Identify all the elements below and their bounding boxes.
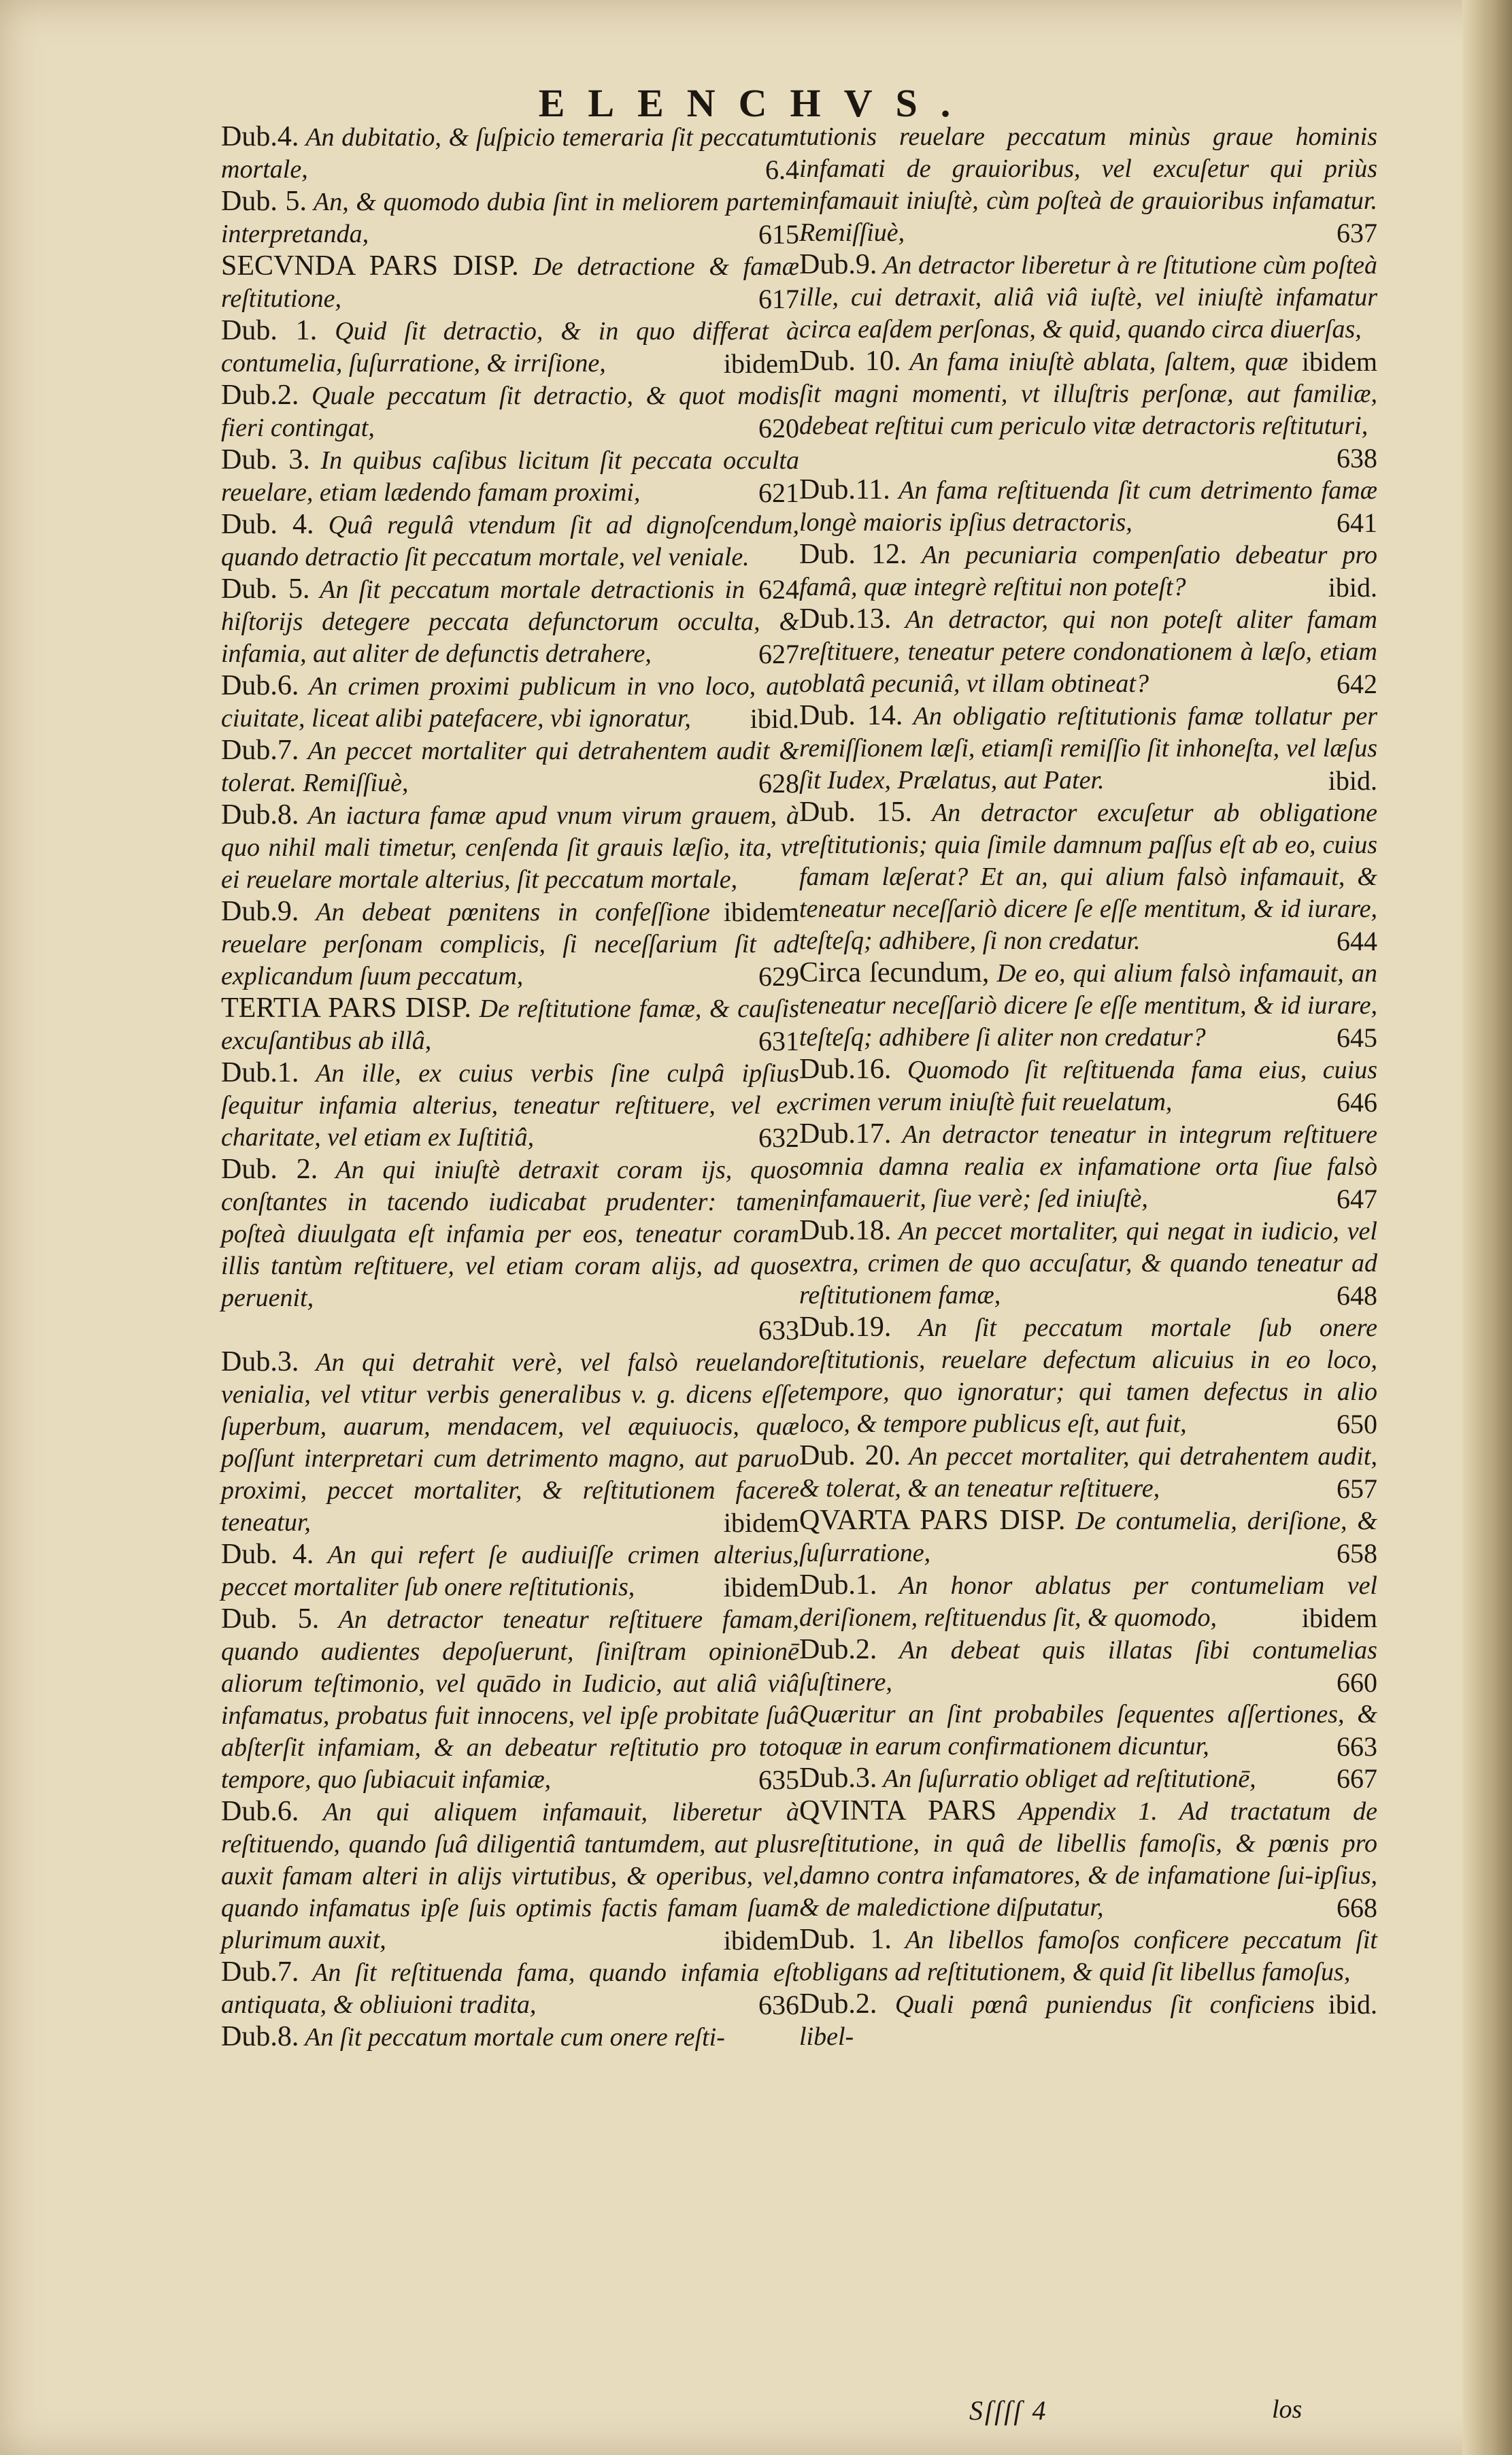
page-number: 621 [758, 478, 799, 508]
index-entry [221, 992, 799, 1057]
entry-label: Dub.3. [221, 1346, 299, 1377]
entry-label: Dub. 14. [799, 700, 903, 731]
running-header: ELENCHVS. [538, 81, 974, 125]
page-number: 629 [758, 961, 799, 992]
entry-label: Dub. 10. [799, 346, 901, 377]
entry-text: An libellos famoſos conficere peccatum ſit obligans ad reſtitutionem, & quid ſit libellus famoſus, [799, 1926, 1377, 1986]
page-number: 663 [1337, 1731, 1377, 1762]
index-entry [799, 603, 1377, 700]
page-number: ibidem [723, 1507, 799, 1538]
page-number: 6.4 [765, 154, 799, 185]
page-number: 647 [1337, 1184, 1377, 1214]
index-entry [799, 1569, 1377, 1634]
entry-text: An debeat quis illatas ſibi contumelias ſuſtinere, [799, 1636, 1377, 1697]
index-entry [221, 1539, 799, 1603]
page-number: 627 [758, 639, 799, 669]
index-entry [221, 250, 799, 315]
index-entry [799, 700, 1377, 797]
entry-text: An debeat pœnitens in confeſſione reuelare perſonam complicis, ſi neceſſarium ſit ad explicandum ſuum peccatum, [221, 898, 799, 990]
index-entry [221, 896, 799, 992]
entry-label: Dub. 4. [221, 509, 314, 540]
index-entry [799, 1054, 1377, 1118]
entry-label: QVINTA PARS [799, 1795, 997, 1826]
entry-text: An detractor, qui non poteſt aliter famam reſtituere, teneatur petere condonationem à læſo, etiam oblatâ pecuniâ, vt illam obtineat? [799, 605, 1377, 698]
entry-label: Circa ſecundum, [799, 957, 990, 988]
entry-label: Dub.1. [799, 1569, 877, 1601]
page-number: 635 [758, 1765, 799, 1795]
entry-label: Dub. 1. [221, 315, 318, 346]
page-number: 645 [1337, 1022, 1377, 1053]
entry-label: Dub.6. [221, 1796, 299, 1827]
page-number: ibidem [723, 348, 799, 379]
entry-text: An detractor teneatur reſtituere famam, quando audientes depoſuerunt, ſiniſtram opinionē aliorum teſtimonio, vel quādo in Iudicio, aut aliâ viâ infamatus, probatus fuit innocens, vel ipſe probitate ſuâ abſterſit infamiam, & an debeatur reſtitutio pro toto tempore, quo ſubiacuit infamiæ, [221, 1605, 799, 1794]
entry-text: An qui detrahit verè, vel falsò reuelando venialia, vel vtitur verbis generalibus v. g. dicens eſſe ſuperbum, auarum, mendacem, vel æquiuocis, quæ poſſunt interpretari cum detrimento magno, aut paruo proximi, peccet mortaliter, & reſtitutionem facere teneatur, [221, 1348, 799, 1537]
entry-label: Dub.7. [221, 735, 299, 766]
index-entry [221, 186, 799, 250]
entry-text: An qui aliquem infamauit, liberetur à reſtituendo, quando ſuâ diligentiâ tantumdem, aut plus auxit famam alteri in alijs virtutibus, & operibus, vel, quando infamatus ipſe ſuis optimis factis famam ſuam plurimum auxit, [221, 1798, 799, 1954]
page-number: 642 [1337, 669, 1377, 699]
page-number: ibid. [750, 703, 799, 734]
entry-text: An peccet mortaliter, qui detrahentem audit, & tolerat, & an teneatur reſtituere, [799, 1442, 1377, 1503]
entry-label: Dub. 20. [799, 1440, 901, 1471]
right-column [799, 121, 1377, 2053]
entry-text: An ſit peccatum mortale cum onere reſti- [305, 2023, 725, 2052]
page-number: 644 [1337, 926, 1377, 956]
page-number: 638 [1337, 443, 1377, 473]
entry-text: An pecuniaria compenſatio debeatur pro famâ, quæ integrè reſtitui non poteſt? [799, 541, 1377, 601]
entry-text: An ſit peccatum mortale ſub onere reſtitutionis, reuelare defectum alicuius in eo loco, tempore, quo ignoratur; qui tamen defectus in alio loco, & tempore publicus eſt, aut fuit, [799, 1314, 1377, 1438]
entry-text: Quale peccatum ſit detractio, & quot modis fieri contingat, [221, 382, 799, 442]
page-number: 650 [1337, 1409, 1377, 1439]
index-entry [221, 1796, 799, 1956]
entry-label: Dub.2. [221, 380, 299, 411]
index-entry [221, 1154, 799, 1346]
entry-label: Dub.3. [799, 1763, 877, 1794]
entry-text: An detractor excuſetur ab obligatione reſtitutionis; quia ſimile damnum paſſus eſt ab eo, cuius famam læſerat? Et an, qui alium falsò infamauit, & teneatur neceſſariò dicere ſe eſſe mentitum, & id iurare, teſteſq; adhibere, ſi non credatur. [799, 799, 1377, 955]
entry-text: An crimen proximi publicum in vno loco, aut ciuitate, liceat alibi patefacere, vbi ignoratur, [221, 672, 799, 733]
page-number: 617 [758, 284, 799, 314]
entry-text: An detractor teneatur in integrum reſtituere omnia damna realia ex infamatione orta ſiue falsò infamauerit, ſiue verè; ſed iniuſtè, [799, 1120, 1377, 1213]
entry-label: Dub.6. [221, 670, 299, 701]
page-number: ibidem [1301, 1603, 1377, 1633]
entry-label: Dub.18. [799, 1215, 892, 1246]
entry-text: In quibus caſibus licitum ſit peccata occulta reuelare, etiam lædendo famam proximi, [221, 446, 799, 507]
index-entry [799, 1699, 1377, 1763]
page-number: 658 [1337, 1538, 1377, 1569]
entry-label: Dub.13. [799, 603, 892, 635]
index-entry [799, 539, 1377, 603]
entry-text: Quid ſit detractio, & in quo differat à contumelia, ſuſurratione, & irriſione, [221, 317, 799, 378]
index-entry [799, 1988, 1377, 2053]
entry-text: Quali pœnâ puniendus ſit conficiens libel- [799, 1990, 1315, 2051]
entry-label: Dub. 5. [221, 1603, 320, 1635]
entry-text: An obligatio reſtitutionis famæ tollatur per remiſſionem læſi, etiamſi remiſſio ſit inhoneſta, vel læſus ſit Iudex, Prælatus, aut Pater. [799, 702, 1377, 795]
index-entry [221, 573, 799, 670]
entry-label: Dub. 3. [221, 444, 310, 475]
index-entry [221, 1346, 799, 1539]
entry-label: Dub.11. [799, 474, 890, 505]
entry-text: An fama reſtituenda ſit cum detrimento famæ longè maioris ipſius detractoris, [799, 476, 1377, 537]
index-entry [799, 1795, 1377, 1924]
entry-text: An detractor liberetur à re ſtitutione cùm poſteà ille, cui detraxit, aliâ viâ iuſtè, vel iniuſtè infamatur circa eaſdem perſonas, & quid, quando circa diuerſas, [799, 251, 1377, 344]
index-entry [221, 444, 799, 509]
entry-label: Dub.7. [221, 1956, 299, 1988]
page-number: 636 [758, 1990, 799, 2020]
index-entry [799, 1215, 1377, 1312]
index-entry [799, 797, 1377, 957]
entry-text: An ſuſurratio obliget ad reſtitutionē, [883, 1765, 1256, 1793]
entry-text: Quæritur an ſint probabiles ſequentes aſſertiones, & quæ in earum confirmationem dicuntur, [799, 1700, 1377, 1760]
entry-text: An dubitatio, & ſuſpicio temeraria ſit peccatum mortale, [221, 123, 799, 184]
page-number: ibid. [1328, 572, 1377, 603]
index-entry [221, 2021, 799, 2054]
page-number: 637 [1337, 218, 1377, 248]
page-number: 668 [1337, 1892, 1377, 1923]
entry-label: Dub.8. [221, 799, 299, 831]
page-number: ibid. [1328, 1989, 1377, 2020]
entry-label: Dub.4. [221, 121, 299, 152]
page-number: ibidem [723, 897, 799, 927]
index-entry [221, 121, 799, 186]
page-gutter [1462, 0, 1512, 2455]
entry-label: Dub.17. [799, 1118, 892, 1150]
catchword: los [1272, 2395, 1303, 2424]
entry-label: Dub. 12. [799, 539, 907, 570]
page-number: 667 [1337, 1763, 1377, 1794]
page-number: 632 [758, 1122, 799, 1153]
entry-text: An fama iniuſtè ablata, ſaltem, quæ ſit magni momenti, vt illuſtris perſonæ, aut familiæ, debeat reſtitui cum periculo vitæ detractoris reſtituturi, [799, 348, 1377, 440]
entry-text: An ſit reſtituenda fama, quando infamia eſt antiquata, & obliuioni tradita, [221, 1958, 799, 2019]
page-number: 660 [1337, 1667, 1377, 1698]
page-number: 648 [1337, 1280, 1377, 1311]
entry-label: Dub.16. [799, 1054, 892, 1085]
entry-label: Dub. 5. [221, 186, 307, 217]
entry-label: Dub. 2. [221, 1154, 318, 1185]
index-entry [221, 670, 799, 735]
entry-text: De contumelia, deriſione, & ſuſurratione, [799, 1507, 1377, 1567]
entry-label: Dub. 4. [221, 1539, 314, 1570]
index-entry [799, 474, 1377, 539]
index-entry [799, 121, 1377, 249]
entry-text: Quomodo ſit reſtituenda fama eius, cuius crimen verum iniuſtè fuit reuelatum, [799, 1056, 1378, 1116]
index-entry [221, 380, 799, 444]
entry-label: Dub.1. [221, 1057, 299, 1088]
entry-label: Dub.2. [799, 1988, 877, 2020]
page-number: ibid. [1328, 765, 1377, 796]
page-number: 628 [758, 768, 799, 799]
entry-text: De reſtitutione famæ, & cauſis excuſantibus ab illâ, [221, 995, 800, 1055]
entry-label: Dub. 15. [799, 797, 913, 828]
entry-text: Appendix 1. Ad tractatum de reſtitutione, in quâ de libellis famoſis, & pœnis pro damno contra infamatores, & de infamatione ſui-ipſius, & de maledictione diſputatur, [799, 1797, 1377, 1922]
entry-label: SECVNDA PARS DISP. [221, 250, 519, 282]
index-entry [799, 346, 1377, 474]
page-number: 633 [758, 1315, 799, 1346]
page-number: 657 [1337, 1473, 1377, 1504]
index-entry [799, 1312, 1377, 1440]
left-column [221, 121, 799, 2054]
entry-label: Dub.9. [799, 249, 877, 280]
entry-text: De detractione & famæ reſtitutione, [221, 252, 799, 313]
entry-text: An qui iniuſtè detraxit coram ijs, quos conſtantes in tacendo iudicabat prudenter: tamen poſteà diuulgata eſt infamia per eos, teneatur coram illis tantùm reſtituere, vel etiam coram alijs, ad quos peruenit, [221, 1156, 799, 1312]
page-number: 631 [758, 1026, 799, 1056]
entry-label: Dub. 5. [221, 573, 310, 605]
index-entry [799, 957, 1377, 1054]
page-number: 646 [1337, 1087, 1377, 1118]
entry-text: An peccet mortaliter, qui negat in iudicio, vel extra, crimen de quo accuſatur, & quando teneatur ad reſtitutionem famæ, [799, 1217, 1377, 1309]
page-number: 641 [1337, 507, 1377, 538]
index-entry [799, 1634, 1377, 1699]
index-entry [799, 1118, 1377, 1215]
page-number: 615 [758, 219, 799, 250]
index-entry [221, 1603, 799, 1796]
index-entry [799, 1505, 1377, 1569]
page-number: 624 [758, 574, 799, 605]
signature-mark: Sſſſſ 4 [969, 2395, 1048, 2426]
entry-text: tutionis reuelare peccatum minùs graue hominis infamati de grauioribus, vel excuſetur qui priùs infamauit iniuſtè, cùm poſteà de grauioribus infamatur. Remiſſiuè, [799, 122, 1377, 247]
page-number: 620 [758, 413, 799, 444]
index-entry [221, 1057, 799, 1154]
entry-text: An ſit peccatum mortale detractionis in hiſtorijs detegere peccata defunctorum occulta, & infamia, aut aliter de defunctis detrahere, [221, 575, 799, 668]
index-entry [221, 315, 799, 380]
entry-text: An qui refert ſe audiuiſſe crimen alterius, peccet mortaliter ſub onere reſtitutionis, [221, 1541, 799, 1601]
entry-text: De eo, qui alium falsò infamauit, an teneatur neceſſariò dicere ſe eſſe mentitum, & id iurare, teſteſq; adhibere ſi aliter non credatur? [799, 959, 1378, 1052]
entry-text: An iactura famæ apud vnum virum grauem, à quo nihil mali timetur, cenſenda ſit grauis læſio, ita, vt ei reuelare mortale alterius, ſit peccatum mortale, [221, 801, 799, 894]
entry-text: An honor ablatus per contumeliam vel deriſionem, reſtituendus ſit, & quomodo, [799, 1571, 1377, 1632]
index-entry [221, 735, 799, 799]
page-number: ibidem [723, 1572, 799, 1603]
index-entry [799, 1763, 1377, 1795]
entry-text: Quâ regulâ vtendum ſit ad dignoſcendum, quando detractio ſit peccatum mortale, vel veniale. [221, 511, 799, 571]
entry-label: Dub.9. [221, 896, 299, 927]
page-number: ibidem [1301, 346, 1377, 377]
page-number: ibidem [723, 1925, 799, 1956]
entry-text: An, & quomodo dubia ſint in meliorem partem interpretanda, [221, 188, 799, 248]
entry-label: QVARTA PARS DISP. [799, 1505, 1066, 1536]
entry-label: TERTIA PARS DISP. [221, 992, 471, 1024]
entry-label: Dub. 1. [799, 1924, 892, 1955]
entry-label: Dub.2. [799, 1634, 877, 1665]
index-entry [799, 1440, 1377, 1505]
index-entry [221, 1956, 799, 2021]
entry-label: Dub.19. [799, 1312, 892, 1343]
entry-text: An peccet mortaliter qui detrahentem audit & tolerat. Remiſſiuè, [221, 737, 799, 797]
entry-text: An ille, ex cuius verbis ſine culpâ ipſius ſequitur infamia alterius, teneatur reſtituere, vel ex charitate, vel etiam ex Iuſtitiâ, [221, 1059, 799, 1152]
entry-label: Dub.8. [221, 2021, 299, 2052]
